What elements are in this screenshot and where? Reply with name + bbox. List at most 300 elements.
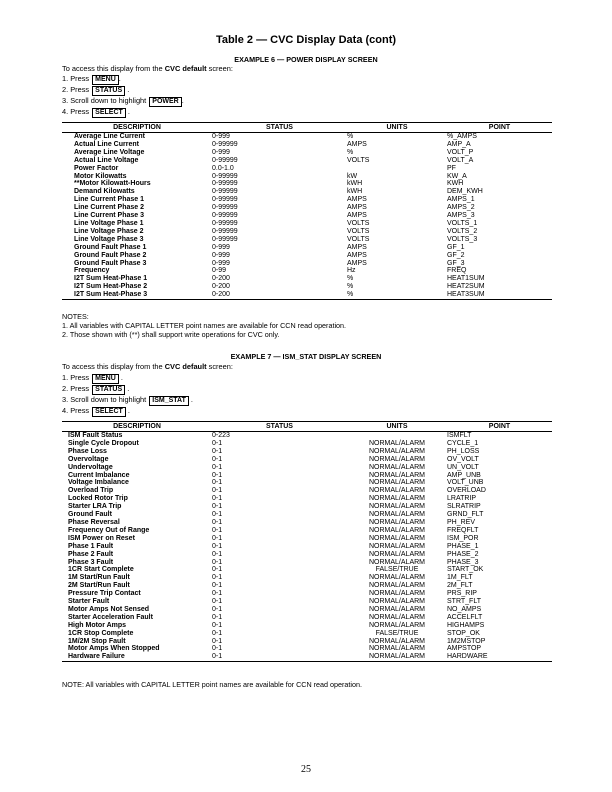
step-text-end: . xyxy=(118,74,121,83)
point-cell: VOLT_UNB xyxy=(447,479,484,487)
point-cell: LRATRIP xyxy=(447,495,477,503)
point-cell: VOLTS_3 xyxy=(447,235,478,243)
description-cell: I2T Sum Heat-Phase 1 xyxy=(74,275,148,283)
status-cell: 0-223 xyxy=(212,432,230,439)
description-cell: 1CR Start Complete xyxy=(68,566,134,574)
units-cell: NORMAL/ALARM xyxy=(368,495,425,503)
status-cell: 0-200 xyxy=(212,275,230,283)
status-cell: 0-1 xyxy=(212,566,223,574)
point-cell: OVERLOAD xyxy=(447,487,486,495)
status-cell: 0-99999 xyxy=(212,204,238,212)
description-cell: Current Imbalance xyxy=(68,471,130,479)
units-cell: NORMAL/ALARM xyxy=(368,455,425,463)
menu-key: MENU xyxy=(92,75,119,85)
intro-text: To access this display from the xyxy=(62,64,165,73)
description-cell: Average Line Current xyxy=(74,133,145,140)
point-cell: 2M_FLT xyxy=(447,582,473,590)
units-cell: % xyxy=(347,291,447,299)
column-header: STATUS xyxy=(212,123,347,133)
table-row xyxy=(62,196,552,204)
point-cell: GF_3 xyxy=(447,259,465,267)
units-cell: AMPS xyxy=(347,243,367,251)
page-title: Table 2 — CVC Display Data (cont) xyxy=(215,34,397,46)
status-cell: 0.0-1.0 xyxy=(212,164,234,172)
example7-intro xyxy=(62,362,233,372)
point-cell: 1M2MSTOP xyxy=(447,637,486,645)
table-row xyxy=(62,275,552,283)
units-cell: FALSE/TRUE xyxy=(375,566,419,574)
table-row xyxy=(62,543,552,551)
status-cell: 0-1 xyxy=(212,503,223,511)
status-cell: 0-1 xyxy=(212,629,223,637)
table-row xyxy=(62,551,552,559)
units-cell: NORMAL/ALARM xyxy=(368,518,425,526)
step-2 xyxy=(62,85,184,96)
description-cell: Phase Loss xyxy=(68,447,107,455)
units-cell: NORMAL/ALARM xyxy=(368,605,425,613)
point-cell: VOLT_A xyxy=(447,156,474,164)
table-row xyxy=(62,495,552,503)
table-row xyxy=(62,204,552,212)
select-key: SELECT xyxy=(92,407,126,417)
description-cell: Starter Acceleration Fault xyxy=(68,613,153,621)
point-cell: PH_LOSS xyxy=(447,447,480,455)
units-cell: VOLTS xyxy=(347,235,370,243)
status-cell: 0-1 xyxy=(212,621,223,629)
units-cell: kWH xyxy=(347,188,363,196)
status-cell: 0-999 xyxy=(212,148,230,156)
description-cell: Phase 3 Fault xyxy=(68,558,114,566)
point-cell: CYCLE_1 xyxy=(447,439,479,447)
status-cell: 0-1 xyxy=(212,534,223,542)
table-row xyxy=(62,440,552,448)
step-text: 4. Press xyxy=(62,406,92,415)
point-cell: AMP_UNB xyxy=(447,471,481,479)
point-cell: AMPS_2 xyxy=(447,204,475,212)
units-cell: NORMAL/ALARM xyxy=(368,598,425,606)
point-cell: HIGHAMPS xyxy=(447,621,485,629)
step-text: 1. Press xyxy=(62,373,92,382)
table-row xyxy=(62,630,552,638)
units-cell: NORMAL/ALARM xyxy=(347,653,447,661)
description-cell: Average Line Voltage xyxy=(74,148,145,156)
point-cell: VOLT_P xyxy=(447,148,474,156)
units-cell xyxy=(347,432,447,440)
example6-intro xyxy=(62,64,233,74)
status-cell: 0-1 xyxy=(212,653,347,661)
point-cell: VOLTS_2 xyxy=(447,227,478,235)
step-4 xyxy=(62,406,193,417)
table-row xyxy=(62,283,552,291)
units-cell: NORMAL/ALARM xyxy=(368,534,425,542)
point-cell: STRT_FLT xyxy=(447,598,481,606)
table-row xyxy=(62,456,552,464)
point-cell: 1M_FLT xyxy=(447,574,473,582)
status-cell: 0-999 xyxy=(212,243,230,251)
point-cell: HEAT3SUM xyxy=(447,291,552,299)
units-cell: FALSE/TRUE xyxy=(375,629,419,637)
units-cell: AMPS xyxy=(347,212,367,220)
point-cell: PF xyxy=(447,164,456,172)
units-cell: NORMAL/ALARM xyxy=(368,558,425,566)
column-header: UNITS xyxy=(347,422,447,432)
step-text: 2. Press xyxy=(62,384,92,393)
note-2: 2. Those shown with (**) shall support write operations for CVC only. xyxy=(62,330,280,339)
column-header: STATUS xyxy=(212,422,347,432)
description-cell: Line Current Phase 1 xyxy=(74,196,145,204)
table-row xyxy=(62,653,552,661)
menu-key: MENU xyxy=(92,374,119,384)
point-cell: STOP_OK xyxy=(447,629,480,637)
point-cell: KW_A xyxy=(447,172,467,180)
units-cell: % xyxy=(347,133,354,140)
units-cell: NORMAL/ALARM xyxy=(368,447,425,455)
status-cell: 0-99999 xyxy=(212,235,238,243)
example6-heading: EXAMPLE 6 — POWER DISPLAY SCREEN xyxy=(234,55,378,64)
table-row xyxy=(62,511,552,519)
description-cell: Undervoltage xyxy=(68,463,113,471)
status-cell: 0-1 xyxy=(212,511,223,519)
table-row xyxy=(62,566,552,574)
status-cell: 0-99999 xyxy=(212,188,238,196)
description-cell: Ground Fault xyxy=(68,511,112,519)
units-cell: % xyxy=(347,283,354,291)
table-row xyxy=(62,267,552,275)
step-text: 2. Press xyxy=(62,85,92,94)
column-header: DESCRIPTION xyxy=(62,123,212,133)
point-cell: OV_VOLT xyxy=(447,455,479,463)
intro-text-end: screen: xyxy=(206,362,233,371)
units-cell: NORMAL/ALARM xyxy=(368,637,425,645)
status-cell: 0-1 xyxy=(212,605,223,613)
table-row xyxy=(62,503,552,511)
point-cell: HARDWARE xyxy=(447,653,552,661)
units-cell: NORMAL/ALARM xyxy=(368,526,425,534)
units-cell: VOLTS xyxy=(347,156,370,164)
description-cell: Frequency xyxy=(74,267,110,275)
point-cell: FREQ xyxy=(447,267,467,275)
units-cell: VOLTS xyxy=(347,219,370,227)
description-cell: Ground Fault Phase 2 xyxy=(74,251,147,259)
description-cell: Phase 2 Fault xyxy=(68,550,114,558)
description-cell: Hardware Failure xyxy=(62,653,212,661)
status-cell: 0-1 xyxy=(212,613,223,621)
point-cell: ACCELFLT xyxy=(447,613,483,621)
status-key: STATUS xyxy=(92,385,125,395)
column-header: POINT xyxy=(447,123,552,133)
status-cell: 0-1 xyxy=(212,495,223,503)
power-key: POWER xyxy=(149,97,181,107)
description-cell: Overload Trip xyxy=(68,487,114,495)
status-cell: 0-1 xyxy=(212,518,223,526)
step-text-end: . xyxy=(125,85,130,94)
table-row xyxy=(62,464,552,472)
step-2 xyxy=(62,384,193,395)
point-cell: %_AMPS xyxy=(447,133,477,140)
step-3 xyxy=(62,395,193,406)
status-cell: 0-1 xyxy=(212,637,223,645)
description-cell: Pressure Trip Contact xyxy=(68,590,141,598)
notes-heading: NOTES: xyxy=(62,312,89,321)
status-cell: 0-99999 xyxy=(212,219,238,227)
step-text-end: . xyxy=(181,96,184,105)
status-cell: 0-99999 xyxy=(212,212,238,220)
point-cell: VOLTS_1 xyxy=(447,219,478,227)
status-cell: 0-1 xyxy=(212,526,223,534)
point-cell: ISM_POR xyxy=(447,534,479,542)
status-cell: 0-1 xyxy=(212,447,223,455)
table-row xyxy=(62,173,552,181)
table-row xyxy=(62,220,552,228)
example6-steps xyxy=(62,74,184,118)
step-text-end: . xyxy=(188,395,193,404)
table-row xyxy=(62,527,552,535)
point-cell: PHASE_3 xyxy=(447,558,479,566)
table-row xyxy=(62,487,552,495)
point-cell: ISMFLT xyxy=(447,432,472,439)
units-cell: AMPS xyxy=(347,251,367,259)
table-row xyxy=(62,645,552,653)
table-row xyxy=(62,519,552,527)
units-cell: NORMAL/ALARM xyxy=(368,487,425,495)
description-cell: Line Voltage Phase 3 xyxy=(74,235,144,243)
units-cell: kW xyxy=(347,172,358,180)
table-header-row xyxy=(62,422,552,432)
status-cell: 0-1 xyxy=(212,479,223,487)
point-cell: GRND_FLT xyxy=(447,511,484,519)
status-cell: 0-99999 xyxy=(212,172,238,180)
column-header: UNITS xyxy=(347,123,447,133)
description-cell: 1CR Stop Complete xyxy=(68,629,134,637)
column-header: DESCRIPTION xyxy=(62,422,212,432)
point-cell: AMPS_3 xyxy=(447,212,475,220)
description-cell: I2T Sum Heat-Phase 3 xyxy=(62,291,212,299)
units-cell: VOLTS xyxy=(347,227,370,235)
table-row xyxy=(62,448,552,456)
point-cell: PH_REV xyxy=(447,518,476,526)
point-cell: AMPS_1 xyxy=(447,196,475,204)
step-1 xyxy=(62,373,193,384)
table-row xyxy=(62,244,552,252)
ism-stat-key: ISM_STAT xyxy=(149,396,189,406)
units-cell: NORMAL/ALARM xyxy=(368,590,425,598)
status-cell: 0-99999 xyxy=(212,140,238,148)
status-cell: 0-1 xyxy=(212,487,223,495)
description-cell: Phase Reversal xyxy=(68,518,120,526)
description-cell: Ground Fault Phase 1 xyxy=(74,243,147,251)
units-cell: NORMAL/ALARM xyxy=(368,439,425,447)
description-cell: ISM Fault Status xyxy=(68,432,123,439)
table-row xyxy=(62,188,552,196)
units-cell: NORMAL/ALARM xyxy=(368,582,425,590)
status-cell: 0-1 xyxy=(212,590,223,598)
status-cell: 0-99999 xyxy=(212,180,238,188)
power-display-table xyxy=(62,122,552,300)
point-cell: AMPSTOP xyxy=(447,645,482,653)
point-cell: START_OK xyxy=(447,566,484,574)
note-1: 1. All variables with CAPITAL LETTER point names are available for CCN read operation. xyxy=(62,321,347,330)
units-cell: AMPS xyxy=(347,140,367,148)
intro-text: To access this display from the xyxy=(62,362,165,371)
units-cell: NORMAL/ALARM xyxy=(368,550,425,558)
units-cell: kWH xyxy=(347,180,363,188)
table-row xyxy=(62,157,552,165)
units-cell: % xyxy=(347,148,354,156)
description-cell: I2T Sum Heat-Phase 2 xyxy=(74,283,148,291)
step-text: 3. Scroll down to highlight xyxy=(62,395,149,404)
table-row xyxy=(62,559,552,567)
table-row xyxy=(62,479,552,487)
description-cell: Motor Amps Not Sensed xyxy=(68,605,150,613)
units-cell: NORMAL/ALARM xyxy=(368,511,425,519)
table-row xyxy=(62,133,552,141)
status-key: STATUS xyxy=(92,86,125,96)
description-cell: Locked Rotor Trip xyxy=(68,495,128,503)
step-text: 3. Scroll down to highlight xyxy=(62,96,149,105)
intro-text-end: screen: xyxy=(206,64,233,73)
description-cell: 2M Start/Run Fault xyxy=(68,582,130,590)
status-cell: 0-1 xyxy=(212,439,223,447)
table-row xyxy=(62,141,552,149)
description-cell: Single Cycle Dropout xyxy=(68,439,139,447)
step-text-end: . xyxy=(125,384,130,393)
status-cell: 0-99 xyxy=(212,267,227,275)
description-cell: Starter Fault xyxy=(68,598,110,606)
units-cell: NORMAL/ALARM xyxy=(368,471,425,479)
step-text-end: . xyxy=(125,406,130,415)
units-cell: NORMAL/ALARM xyxy=(368,479,425,487)
table-row xyxy=(62,614,552,622)
point-cell: HEAT2SUM xyxy=(447,283,485,291)
point-cell: KWH xyxy=(447,180,464,188)
status-cell: 0-99999 xyxy=(212,156,238,164)
units-cell: NORMAL/ALARM xyxy=(368,463,425,471)
example7-note: NOTE: All variables with CAPITAL LETTER point names are available for CCN read operation. xyxy=(62,680,363,689)
description-cell: Ground Fault Phase 3 xyxy=(74,259,147,267)
description-cell: Motor Kilowatts xyxy=(74,172,127,180)
description-cell: Line Voltage Phase 2 xyxy=(74,227,144,235)
table-row xyxy=(62,180,552,188)
description-cell: Line Voltage Phase 1 xyxy=(74,219,144,227)
select-key: SELECT xyxy=(92,108,126,118)
description-cell: ISM Power on Reset xyxy=(68,534,135,542)
units-cell: AMPS xyxy=(347,204,367,212)
description-cell: 1M/2M Stop Fault xyxy=(68,637,126,645)
units-cell: NORMAL/ALARM xyxy=(368,503,425,511)
units-cell: AMPS xyxy=(347,196,367,204)
point-cell: AMP_A xyxy=(447,140,471,148)
step-text-end: . xyxy=(125,107,130,116)
units-cell: % xyxy=(347,275,354,283)
step-text: 1. Press xyxy=(62,74,92,83)
units-cell: NORMAL/ALARM xyxy=(368,542,425,550)
column-header: POINT xyxy=(447,422,552,432)
ism-stat-display-table xyxy=(62,421,552,662)
status-cell: 0-1 xyxy=(212,558,223,566)
status-cell: 0-200 xyxy=(212,291,347,299)
step-text: 4. Press xyxy=(62,107,92,116)
status-cell: 0-200 xyxy=(212,283,230,291)
status-cell: 0-1 xyxy=(212,542,223,550)
table-header-row xyxy=(62,123,552,133)
description-cell: Power Factor xyxy=(74,164,119,172)
status-cell: 0-1 xyxy=(212,598,223,606)
description-cell: **Motor Kilowatt-Hours xyxy=(74,180,151,188)
description-cell: Motor Amps When Stopped xyxy=(68,645,160,653)
description-cell: Frequency Out of Range xyxy=(68,526,150,534)
table-row xyxy=(62,598,552,606)
description-cell: Demand Kilowatts xyxy=(74,188,135,196)
description-cell: Voltage Imbalance xyxy=(68,479,129,487)
point-cell: NO_AMPS xyxy=(447,605,482,613)
units-cell: NORMAL/ALARM xyxy=(368,613,425,621)
status-cell: 0-99999 xyxy=(212,227,238,235)
point-cell: GF_2 xyxy=(447,251,465,259)
step-4 xyxy=(62,107,184,118)
table-row xyxy=(62,472,552,480)
description-cell: Line Current Phase 2 xyxy=(74,204,145,212)
units-cell: AMPS xyxy=(347,259,367,267)
status-cell: 0-1 xyxy=(212,455,223,463)
description-cell: Actual Line Voltage xyxy=(74,156,139,164)
table-row xyxy=(62,212,552,220)
status-cell: 0-1 xyxy=(212,582,223,590)
description-cell: Actual Line Current xyxy=(74,140,139,148)
table-row xyxy=(62,432,552,440)
units-cell: NORMAL/ALARM xyxy=(368,645,425,653)
status-cell: 0-1 xyxy=(212,574,223,582)
status-cell: 0-999 xyxy=(212,133,230,140)
description-cell: High Motor Amps xyxy=(68,621,127,629)
point-cell: PHASE_1 xyxy=(447,542,479,550)
units-cell xyxy=(347,165,447,173)
step-1 xyxy=(62,74,184,85)
units-cell: NORMAL/ALARM xyxy=(368,621,425,629)
point-cell: UN_VOLT xyxy=(447,463,479,471)
point-cell: FREQFLT xyxy=(447,526,479,534)
description-cell: 1M Start/Run Fault xyxy=(68,574,130,582)
point-cell: SLRATRIP xyxy=(447,503,481,511)
status-cell: 0-99999 xyxy=(212,196,238,204)
description-cell: Line Current Phase 3 xyxy=(74,212,145,220)
table-row xyxy=(62,606,552,614)
description-cell: Phase 1 Fault xyxy=(68,542,114,550)
point-cell: PHASE_2 xyxy=(447,550,479,558)
status-cell: 0-1 xyxy=(212,463,223,471)
example7-heading: EXAMPLE 7 — ISM_STAT DISPLAY SCREEN xyxy=(230,352,382,361)
point-cell: PRS_RIP xyxy=(447,590,477,598)
table-row xyxy=(62,638,552,646)
example6-notes xyxy=(62,312,346,339)
description-cell: Starter LRA Trip xyxy=(68,503,122,511)
status-cell: 0-999 xyxy=(212,251,230,259)
table-row xyxy=(62,252,552,260)
table-row xyxy=(62,590,552,598)
step-text-end: . xyxy=(118,373,123,382)
table-row xyxy=(62,149,552,157)
status-cell: 0-1 xyxy=(212,550,223,558)
units-cell: Hz xyxy=(347,267,356,275)
status-cell: 0-1 xyxy=(212,471,223,479)
table-row xyxy=(62,260,552,268)
description-cell: Overvoltage xyxy=(68,455,109,463)
intro-bold: CVC default xyxy=(164,362,207,371)
table-row xyxy=(62,622,552,630)
table-row xyxy=(62,236,552,244)
status-cell: 0-1 xyxy=(212,645,223,653)
table-row xyxy=(62,582,552,590)
table-row xyxy=(62,291,552,299)
